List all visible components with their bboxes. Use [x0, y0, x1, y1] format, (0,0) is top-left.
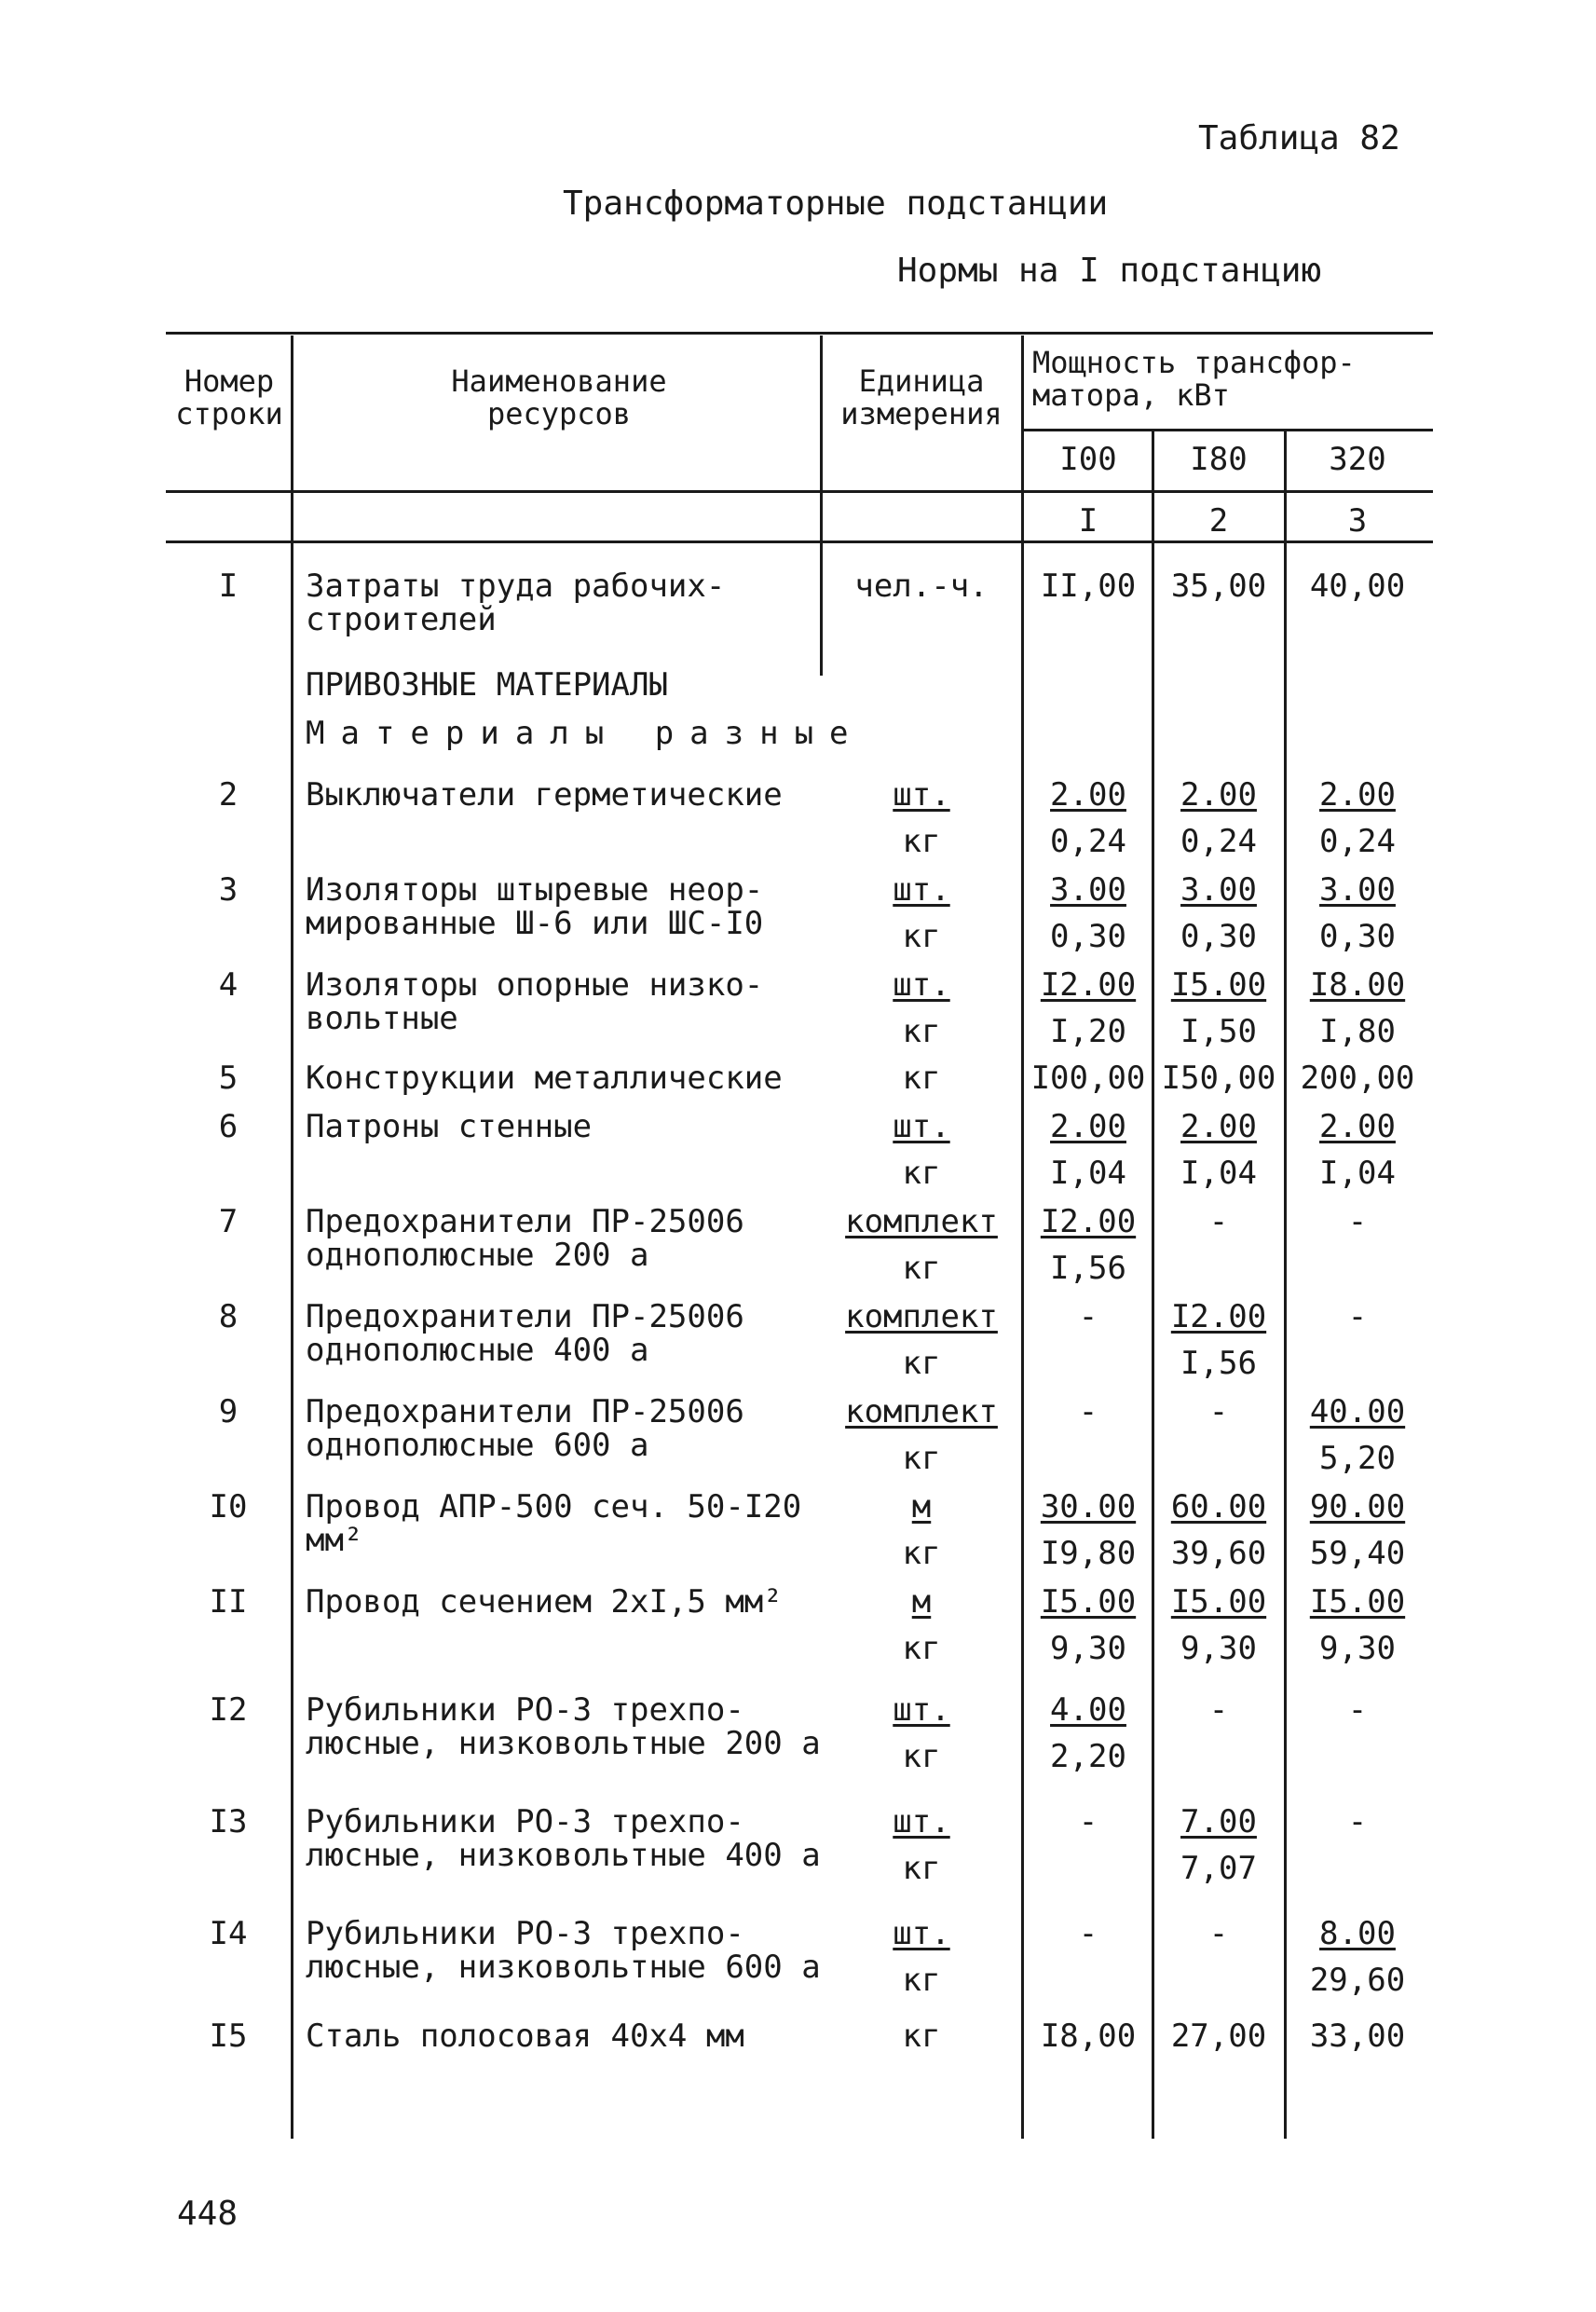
resource-name: Изоляторы штыревые неор-мированные Ш-6 или ШС-I0 [306, 871, 764, 942]
weight-100: 9,30 [1050, 1630, 1126, 1667]
unit: кг [902, 1155, 941, 1192]
resource-name: Предохранители ПР-25006 однополюсные 600 а [306, 1393, 744, 1464]
weight-100: 0,30 [1050, 918, 1126, 955]
weight-180: 0,30 [1180, 918, 1257, 955]
weight-180: 0,24 [1180, 823, 1257, 860]
weight-180: I,04 [1180, 1155, 1257, 1192]
col-divider-2 [820, 335, 823, 676]
resource-name: Патроны стенные [306, 1108, 593, 1145]
resource-name: Затраты труда рабочих-строителей [306, 568, 726, 638]
unit: шт. [893, 871, 950, 909]
header-row-number: Номер строки [175, 363, 283, 432]
value-100: - [1078, 1915, 1098, 1952]
header-col-100: I00 [1059, 441, 1117, 478]
header-unit: Единица измерения [840, 363, 1003, 432]
value-100: - [1078, 1393, 1098, 1430]
weight-320: 29,60 [1309, 1962, 1406, 1999]
value-320: 3.00 [1319, 871, 1396, 909]
row-number: I5 [209, 2018, 248, 2055]
unit: шт. [893, 1915, 950, 1952]
resource-name: Провод АПР-500 сеч. 50-I20 мм² [306, 1488, 802, 1559]
col-divider-1 [291, 335, 293, 2139]
value-320: I8.00 [1309, 966, 1406, 1004]
value-320: 8.00 [1319, 1915, 1396, 1952]
value-180: 60.00 [1170, 1488, 1267, 1525]
unit: кг [902, 1962, 941, 1999]
header-col-320: 320 [1329, 441, 1386, 478]
value-100: II,00 [1040, 568, 1137, 605]
value-100: I2.00 [1040, 966, 1137, 1004]
row-number: I [218, 568, 239, 605]
resource-name: Изоляторы опорные низко-вольтные [306, 966, 764, 1037]
unit: комплект [845, 1393, 998, 1430]
row-number: I0 [209, 1488, 248, 1525]
weight-320: 0,30 [1319, 918, 1396, 955]
unit: кг [902, 1060, 941, 1097]
colnum-rule [166, 540, 1433, 543]
value-320: - [1347, 1203, 1368, 1240]
value-320: 33,00 [1309, 2018, 1406, 2055]
weight-180: I,50 [1180, 1013, 1257, 1050]
value-180: - [1208, 1393, 1229, 1430]
weight-180: 9,30 [1180, 1630, 1257, 1667]
header-rule [166, 490, 1433, 493]
col-divider-3 [1021, 335, 1024, 2139]
header-power: Мощность трансфор-матора, кВт [1032, 345, 1356, 414]
weight-320: I,80 [1319, 1013, 1396, 1050]
value-100: - [1078, 1298, 1098, 1335]
unit: шт. [893, 966, 950, 1004]
unit: кг [902, 1345, 941, 1382]
value-320: 40,00 [1309, 568, 1406, 605]
row-number: 6 [218, 1108, 239, 1145]
value-100: I2.00 [1040, 1203, 1137, 1240]
value-180: 7.00 [1180, 1803, 1257, 1840]
row-number: 5 [218, 1060, 239, 1097]
resource-name: Рубильники РО-3 трехпо-люсные, низковольтные 600 а [306, 1915, 821, 1986]
unit: шт. [893, 1691, 950, 1729]
weight-100: 2,20 [1050, 1738, 1126, 1775]
page-subtitle: Нормы на I подстанцию [897, 252, 1322, 290]
page-number: 448 [177, 2195, 239, 2233]
row-number: 3 [218, 871, 239, 909]
value-180: - [1208, 1691, 1229, 1729]
unit: комплект [845, 1298, 998, 1335]
unit: комплект [845, 1203, 998, 1240]
value-180: I2.00 [1170, 1298, 1267, 1335]
unit: м [911, 1583, 932, 1621]
unit: кг [902, 918, 941, 955]
weight-320: I,04 [1319, 1155, 1396, 1192]
value-100: I5.00 [1040, 1583, 1137, 1621]
weight-100: I,56 [1050, 1250, 1126, 1287]
value-180: 2.00 [1180, 776, 1257, 814]
value-320: - [1347, 1803, 1368, 1840]
power-header-rule [1021, 429, 1433, 431]
table-label: Таблица 82 [1198, 119, 1400, 157]
row-number: II [209, 1583, 248, 1621]
value-320: I5.00 [1309, 1583, 1406, 1621]
value-180: I50,00 [1161, 1060, 1276, 1097]
value-180: - [1208, 1203, 1229, 1240]
value-100: 2.00 [1050, 776, 1126, 814]
row-number: I4 [209, 1915, 248, 1952]
value-100: 2.00 [1050, 1108, 1126, 1145]
colnum-2: 2 [1208, 502, 1229, 540]
value-320: - [1347, 1298, 1368, 1335]
weight-320: 5,20 [1319, 1440, 1396, 1477]
value-320: 40.00 [1309, 1393, 1406, 1430]
header-col-180: I80 [1190, 441, 1248, 478]
weight-320: 59,40 [1309, 1535, 1406, 1572]
value-180: 27,00 [1170, 2018, 1267, 2055]
row-number: 2 [218, 776, 239, 814]
unit: кг [902, 1850, 941, 1887]
unit: м [911, 1488, 932, 1525]
value-180: - [1208, 1915, 1229, 1952]
row-number: I2 [209, 1691, 248, 1729]
weight-180: I,56 [1180, 1345, 1257, 1382]
table-top-rule [166, 332, 1433, 335]
row-number: 8 [218, 1298, 239, 1335]
resource-name: Провод сечением 2хI,5 мм² [306, 1583, 783, 1621]
unit: кг [902, 1250, 941, 1287]
value-180: 35,00 [1170, 568, 1267, 605]
row-number: 9 [218, 1393, 239, 1430]
header-resource-name: Наименование ресурсов [451, 363, 667, 432]
resource-name: Предохранители ПР-25006 однополюсные 400 а [306, 1298, 744, 1369]
resource-name: Рубильники РО-3 трехпо-люсные, низковольтные 400 а [306, 1803, 821, 1874]
weight-320: 9,30 [1319, 1630, 1396, 1667]
value-180: 3.00 [1180, 871, 1257, 909]
weight-180: 39,60 [1170, 1535, 1267, 1572]
colnum-3: 3 [1347, 502, 1368, 540]
value-100: 4.00 [1050, 1691, 1126, 1729]
col-divider-5 [1284, 431, 1287, 2139]
unit: кг [902, 1013, 941, 1050]
resource-name: Сталь полосовая 40х4 мм [306, 2018, 744, 2055]
value-180: 2.00 [1180, 1108, 1257, 1145]
value-180: I5.00 [1170, 1583, 1267, 1621]
unit: кг [902, 1535, 941, 1572]
resource-name: Рубильники РО-3 трехпо-люсные, низковольтные 200 а [306, 1691, 821, 1762]
section-heading: ПРИВОЗНЫЕ МАТЕРИАЛЫ [306, 666, 668, 704]
unit: кг [902, 1630, 941, 1667]
weight-180: 7,07 [1180, 1850, 1257, 1887]
colnum-1: I [1078, 502, 1098, 540]
row-number: 4 [218, 966, 239, 1004]
value-100: 3.00 [1050, 871, 1126, 909]
weight-100: I9,80 [1040, 1535, 1137, 1572]
value-180: I5.00 [1170, 966, 1267, 1004]
value-320: 200,00 [1300, 1060, 1415, 1097]
value-320: 2.00 [1319, 1108, 1396, 1145]
weight-320: 0,24 [1319, 823, 1396, 860]
value-100: I00,00 [1030, 1060, 1146, 1097]
unit: кг [902, 1440, 941, 1477]
unit: шт. [893, 1108, 950, 1145]
unit: кг [902, 1738, 941, 1775]
value-100: 30.00 [1040, 1488, 1137, 1525]
unit: чел.-ч. [854, 568, 989, 605]
page-title: Трансформаторные подстанции [563, 185, 1109, 223]
unit: кг [902, 823, 941, 860]
resource-name: Конструкции металлические [306, 1060, 783, 1097]
unit: кг [902, 2018, 941, 2055]
col-divider-4 [1152, 431, 1154, 2139]
unit: шт. [893, 1803, 950, 1840]
value-100: I8,00 [1040, 2018, 1137, 2055]
unit: шт. [893, 776, 950, 814]
value-100: - [1078, 1803, 1098, 1840]
weight-100: I,04 [1050, 1155, 1126, 1192]
row-number: 7 [218, 1203, 239, 1240]
weight-100: I,20 [1050, 1013, 1126, 1050]
row-number: I3 [209, 1803, 248, 1840]
value-320: 90.00 [1309, 1488, 1406, 1525]
resource-name: Выключатели герметические [306, 776, 783, 814]
value-320: 2.00 [1319, 776, 1396, 814]
value-320: - [1347, 1691, 1368, 1729]
subsection-heading: Материалы разные [306, 715, 865, 752]
resource-name: Предохранители ПР-25006 однополюсные 200 а [306, 1203, 744, 1274]
weight-100: 0,24 [1050, 823, 1126, 860]
